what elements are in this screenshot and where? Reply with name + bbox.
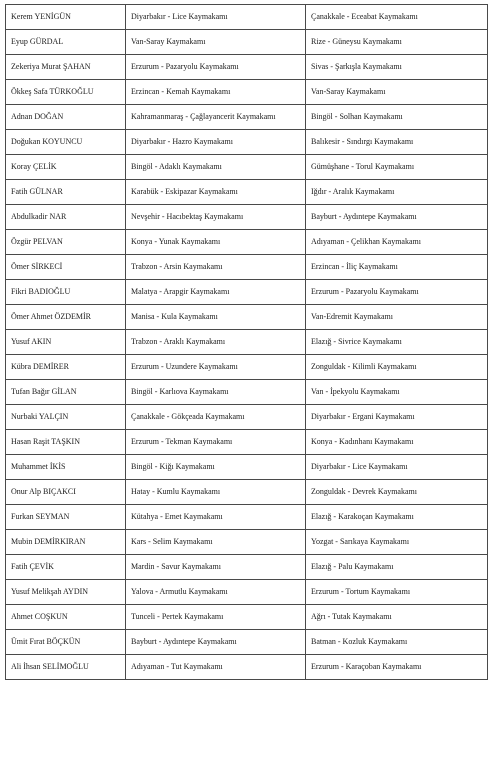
official-name-cell: Ahmet COŞKUN	[6, 605, 126, 630]
new-post-cell: Batman - Kozluk Kaymakamı	[306, 630, 488, 655]
official-name-cell: Ümit Fırat BÖÇKÜN	[6, 630, 126, 655]
current-post-cell: Adıyaman - Tut Kaymakamı	[126, 655, 306, 680]
current-post-cell: Konya - Yunak Kaymakamı	[126, 230, 306, 255]
official-name-cell: Adnan DOĞAN	[6, 105, 126, 130]
current-post-cell: Bingöl - Kiğı Kaymakamı	[126, 455, 306, 480]
official-name-cell: Kerem YENİGÜN	[6, 5, 126, 30]
official-name-cell: Doğukan KOYUNCU	[6, 130, 126, 155]
official-name-cell: Mubin DEMİRKIRAN	[6, 530, 126, 555]
new-post-cell: Elazığ - Sivrice Kaymakamı	[306, 330, 488, 355]
current-post-cell: Erzurum - Uzundere Kaymakamı	[126, 355, 306, 380]
official-name-cell: Zekeriya Murat ŞAHAN	[6, 55, 126, 80]
official-name-cell: Furkan SEYMAN	[6, 505, 126, 530]
current-post-cell: Nevşehir - Hacıbektaş Kaymakamı	[126, 205, 306, 230]
official-name-cell: Muhammet İKİS	[6, 455, 126, 480]
table-row	[6, 630, 488, 655]
official-name-cell: Koray ÇELİK	[6, 155, 126, 180]
new-post-cell: Zonguldak - Kilimli Kaymakamı	[306, 355, 488, 380]
current-post-cell: Hatay - Kumlu Kaymakamı	[126, 480, 306, 505]
table-row	[6, 455, 488, 480]
official-name-cell: Yusuf Melikşah AYDIN	[6, 580, 126, 605]
table-row	[6, 255, 488, 280]
new-post-cell: Rize - Güneysu Kaymakamı	[306, 30, 488, 55]
official-name-cell: Fatih GÜLNAR	[6, 180, 126, 205]
current-post-cell: Karabük - Eskipazar Kaymakamı	[126, 180, 306, 205]
new-post-cell: Çanakkale - Eceabat Kaymakamı	[306, 5, 488, 30]
current-post-cell: Diyarbakır - Lice Kaymakamı	[126, 5, 306, 30]
new-post-cell: Bayburt - Aydıntepe Kaymakamı	[306, 205, 488, 230]
table-row	[6, 30, 488, 55]
new-post-cell: Van-Saray Kaymakamı	[306, 80, 488, 105]
new-post-cell: Van-Edremit Kaymakamı	[306, 305, 488, 330]
official-name-cell: Ökkeş Safa TÜRKOĞLU	[6, 80, 126, 105]
table-row	[6, 330, 488, 355]
table-row	[6, 380, 488, 405]
current-post-cell: Diyarbakır - Hazro Kaymakamı	[126, 130, 306, 155]
table-row	[6, 580, 488, 605]
assignment-table	[5, 4, 488, 680]
table-row	[6, 80, 488, 105]
current-post-cell: Bingöl - Adaklı Kaymakamı	[126, 155, 306, 180]
new-post-cell: Diyarbakır - Lice Kaymakamı	[306, 455, 488, 480]
official-name-cell: Abdulkadir NAR	[6, 205, 126, 230]
current-post-cell: Erzincan - Kemah Kaymakamı	[126, 80, 306, 105]
official-name-cell: Nurbaki YALÇIN	[6, 405, 126, 430]
current-post-cell: Kars - Selim Kaymakamı	[126, 530, 306, 555]
current-post-cell: Kahramanmaraş - Çağlayancerit Kaymakamı	[126, 105, 306, 130]
new-post-cell: Erzincan - İliç Kaymakamı	[306, 255, 488, 280]
new-post-cell: Bingöl - Solhan Kaymakamı	[306, 105, 488, 130]
current-post-cell: Malatya - Arapgir Kaymakamı	[126, 280, 306, 305]
table-row	[6, 205, 488, 230]
table-row	[6, 280, 488, 305]
table-row	[6, 430, 488, 455]
table-row	[6, 605, 488, 630]
new-post-cell: Zonguldak - Devrek Kaymakamı	[306, 480, 488, 505]
current-post-cell: Çanakkale - Gökçeada Kaymakamı	[126, 405, 306, 430]
current-post-cell: Trabzon - Araklı Kaymakamı	[126, 330, 306, 355]
official-name-cell: Özgür PELVAN	[6, 230, 126, 255]
current-post-cell: Bayburt - Aydıntepe Kaymakamı	[126, 630, 306, 655]
current-post-cell: Mardin - Savur Kaymakamı	[126, 555, 306, 580]
table-row	[6, 155, 488, 180]
official-name-cell: Kübra DEMİRER	[6, 355, 126, 380]
table-row	[6, 405, 488, 430]
current-post-cell: Erzurum - Tekman Kaymakamı	[126, 430, 306, 455]
current-post-cell: Yalova - Armutlu Kaymakamı	[126, 580, 306, 605]
new-post-cell: Balıkesir - Sındırgı Kaymakamı	[306, 130, 488, 155]
new-post-cell: Yozgat - Sarıkaya Kaymakamı	[306, 530, 488, 555]
table-row	[6, 355, 488, 380]
official-name-cell: Ali İhsan SELİMOĞLU	[6, 655, 126, 680]
table-row	[6, 130, 488, 155]
new-post-cell: Erzurum - Tortum Kaymakamı	[306, 580, 488, 605]
new-post-cell: Ağrı - Tutak Kaymakamı	[306, 605, 488, 630]
official-name-cell: Yusuf AKIN	[6, 330, 126, 355]
new-post-cell: Elazığ - Karakoçan Kaymakamı	[306, 505, 488, 530]
official-name-cell: Eyup GÜRDAL	[6, 30, 126, 55]
assignment-table-body	[6, 5, 488, 680]
table-row	[6, 305, 488, 330]
new-post-cell: Erzurum - Karaçoban Kaymakamı	[306, 655, 488, 680]
current-post-cell: Trabzon - Arsin Kaymakamı	[126, 255, 306, 280]
new-post-cell: Elazığ - Palu Kaymakamı	[306, 555, 488, 580]
official-name-cell: Hasan Raşit TAŞKIN	[6, 430, 126, 455]
current-post-cell: Bingöl - Karlıova Kaymakamı	[126, 380, 306, 405]
table-row	[6, 5, 488, 30]
table-row	[6, 180, 488, 205]
table-row	[6, 230, 488, 255]
new-post-cell: Gümüşhane - Torul Kaymakamı	[306, 155, 488, 180]
current-post-cell: Tunceli - Pertek Kaymakamı	[126, 605, 306, 630]
official-name-cell: Fikri BADIOĞLU	[6, 280, 126, 305]
new-post-cell: Adıyaman - Çelikhan Kaymakamı	[306, 230, 488, 255]
table-row	[6, 555, 488, 580]
table-row	[6, 55, 488, 80]
new-post-cell: Van - İpekyolu Kaymakamı	[306, 380, 488, 405]
new-post-cell: Diyarbakır - Ergani Kaymakamı	[306, 405, 488, 430]
current-post-cell: Kütahya - Emet Kaymakamı	[126, 505, 306, 530]
table-row	[6, 655, 488, 680]
official-name-cell: Ömer SİRKECİ	[6, 255, 126, 280]
official-name-cell: Fatih ÇEVİK	[6, 555, 126, 580]
table-row	[6, 105, 488, 130]
current-post-cell: Manisa - Kula Kaymakamı	[126, 305, 306, 330]
current-post-cell: Erzurum - Pazaryolu Kaymakamı	[126, 55, 306, 80]
official-name-cell: Ömer Ahmet ÖZDEMİR	[6, 305, 126, 330]
new-post-cell: Iğdır - Aralık Kaymakamı	[306, 180, 488, 205]
new-post-cell: Sivas - Şarkışla Kaymakamı	[306, 55, 488, 80]
new-post-cell: Erzurum - Pazaryolu Kaymakamı	[306, 280, 488, 305]
table-row	[6, 505, 488, 530]
new-post-cell: Konya - Kadınhanı Kaymakamı	[306, 430, 488, 455]
table-row	[6, 480, 488, 505]
official-name-cell: Tufan Bağır GİLAN	[6, 380, 126, 405]
current-post-cell: Van-Saray Kaymakamı	[126, 30, 306, 55]
table-row	[6, 530, 488, 555]
official-name-cell: Onur Alp BIÇAKCI	[6, 480, 126, 505]
